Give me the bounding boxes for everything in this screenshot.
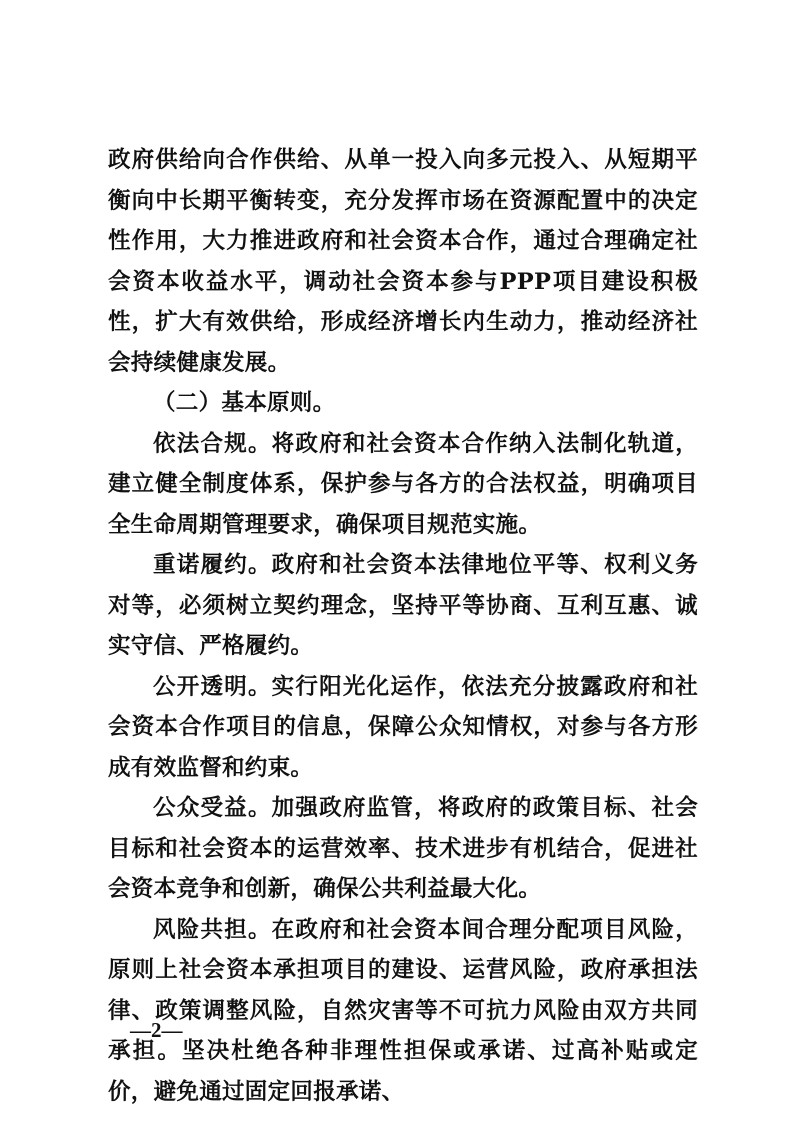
section-heading-basic-principles: （二）基本原则。 [153,390,336,416]
page-number: —2— [130,1018,183,1042]
paragraph-legal-compliance: 依法合规。将政府和社会资本合作纳入法制化轨道，建立健全制度体系，保护参与各方的合法权益，明确项目全生命周期管理要求，确保项目规范实施。 [108,430,698,538]
paragraph-transparency: 公开透明。实行阳光化运作，依法充分披露政府和社会资本合作项目的信息，保障公众知情权，对参与各方形成有效监督和约束。 [108,673,698,781]
paragraph-continuation: 政府供给向合作供给、从单一投入向多元投入、从短期平衡向中长期平衡转变，充分发挥市场在资源配置中的决定性作用，大力推进政府和社会资本合作，通过合理确定社会资本收益水平，调动社会资本参与PPP项目建设积极性，扩大有效供给，形成经济增长内生动力，推动经济社会持续健康发展。 [108,147,698,376]
paragraph-public-benefit: 公众受益。加强政府监管，将政府的政策目标、社会目标和社会资本的运营效率、技术进步有机结合，促进社会资本竞争和创新，确保公共利益最大化。 [108,795,698,902]
body-text [108,140,698,1112]
paragraph-honor-contracts: 重诺履约。政府和社会资本法律地位平等、权利义务对等，必须树立契约理念，坚持平等协商、互利互惠、诚实守信、严格履约。 [108,552,698,659]
paragraph-risk-sharing: 风险共担。在政府和社会资本间合理分配项目风险，原则上社会资本承担项目的建设、运营风险，政府承担法律、政策调整风险，自然灾害等不可抗力风险由双方共同承担。坚决杜绝各种非理性担保或承诺、过高补贴或定价，避免通过固定回报承诺、 [108,916,698,1105]
